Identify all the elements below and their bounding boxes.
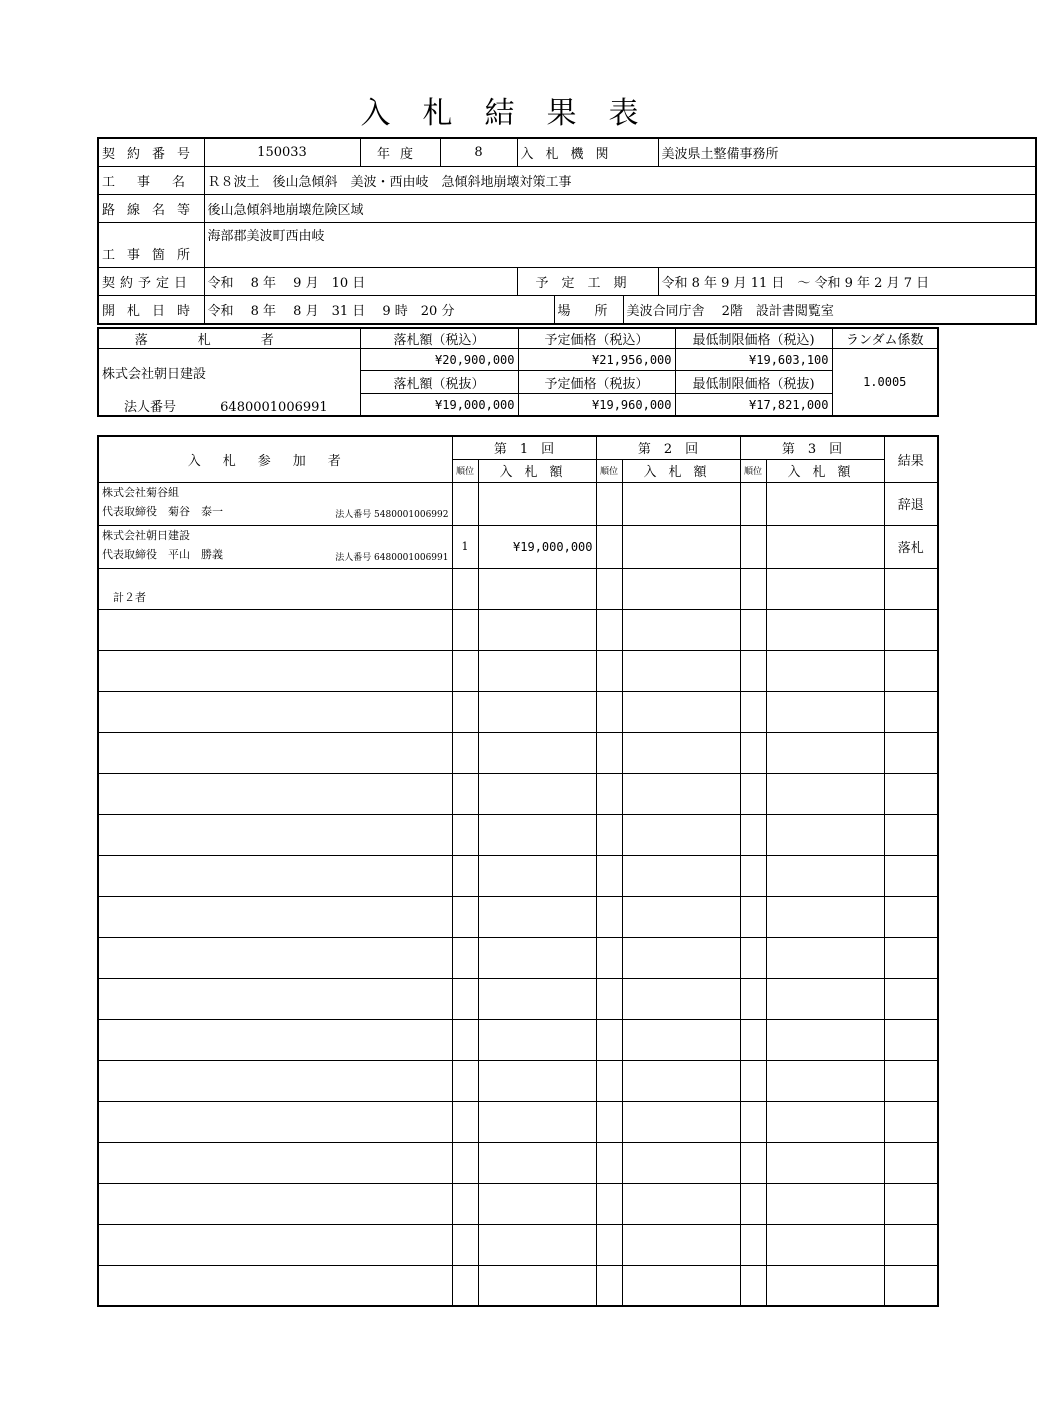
empty-cell (452, 814, 478, 855)
empty-cell (478, 691, 596, 732)
amount-label: 入札額 (478, 459, 596, 482)
empty-cell (740, 1142, 766, 1183)
bidder-rep-line (102, 545, 449, 568)
empty-cell (766, 650, 884, 691)
empty-cell (622, 732, 740, 773)
amount-cell (622, 482, 740, 525)
empty-cell (478, 978, 596, 1019)
result-cell: 辞退 (884, 482, 938, 525)
bids-table (97, 435, 939, 1307)
empty-cell (766, 937, 884, 978)
empty-cell (478, 1142, 596, 1183)
bidder-rep: 代表取締役 平山 勝義 (102, 547, 223, 561)
empty-cell (452, 1060, 478, 1101)
empty-cell (478, 773, 596, 814)
round3-label: 第 3 回 (740, 436, 884, 459)
empty-cell (766, 1101, 884, 1142)
rank-cell (740, 525, 766, 568)
bidder-corp: 法人番号 6480001006991 (335, 552, 449, 563)
empty-cell (452, 855, 478, 896)
empty-cell (98, 937, 452, 978)
empty-cell (884, 1265, 938, 1306)
rank-cell (596, 568, 622, 609)
empty-cell (884, 978, 938, 1019)
amount-cell (622, 568, 740, 609)
empty-cell (98, 1183, 452, 1224)
empty-cell (452, 609, 478, 650)
empty-cell (622, 1060, 740, 1101)
empty-row (98, 896, 938, 937)
empty-row (98, 978, 938, 1019)
random-value: 1.0005 (832, 349, 938, 417)
empty-cell (740, 896, 766, 937)
year-value: 8 (440, 138, 517, 167)
empty-cell (622, 1019, 740, 1060)
empty-cell (596, 650, 622, 691)
empty-cell (478, 855, 596, 896)
empty-cell (884, 609, 938, 650)
empty-cell (884, 732, 938, 773)
agency-value: 美波県土整備事務所 (658, 138, 1036, 167)
table-row (98, 525, 938, 568)
bid-incl: ¥20,900,000 (360, 349, 518, 371)
empty-cell (622, 937, 740, 978)
empty-cell (766, 1224, 884, 1265)
place-label: 場所 (554, 296, 623, 325)
empty-cell (622, 855, 740, 896)
empty-cell (452, 691, 478, 732)
amount-label: 入札額 (622, 459, 740, 482)
table-row (98, 482, 938, 525)
corp-no: 6480001006991 (220, 400, 328, 415)
empty-cell (596, 732, 622, 773)
title-char: 札 (422, 96, 453, 131)
empty-cell (740, 609, 766, 650)
empty-cell (98, 650, 452, 691)
empty-cell (596, 1224, 622, 1265)
empty-row (98, 609, 938, 650)
opening-value: 令和 8 年 8 月 31 日 9 時 20 分 (204, 296, 554, 325)
empty-cell (766, 773, 884, 814)
rank-label: 順位 (596, 459, 622, 482)
title-char: 結 (484, 96, 515, 131)
min-excl-label: 最低制限価格（税抜) (675, 371, 832, 394)
route-value: 後山急傾斜地崩壊危険区域 (204, 195, 1036, 223)
empty-cell (452, 1101, 478, 1142)
winner-corp (102, 396, 357, 415)
round1-label: 第 1 回 (452, 436, 596, 459)
empty-cell (740, 1019, 766, 1060)
empty-cell (452, 896, 478, 937)
empty-cell (740, 691, 766, 732)
empty-cell (478, 937, 596, 978)
result-cell (884, 568, 938, 609)
empty-cell (596, 1265, 622, 1306)
rank-cell (596, 525, 622, 568)
empty-row (98, 1224, 938, 1265)
empty-cell (98, 732, 452, 773)
winner-label: 落札者 (98, 328, 360, 349)
planned-excl: ¥19,960,000 (518, 394, 675, 416)
empty-cell (740, 1265, 766, 1306)
empty-row (98, 773, 938, 814)
contract-no-label (98, 138, 204, 167)
empty-cell (98, 1224, 452, 1265)
empty-cell (884, 1224, 938, 1265)
min-incl: ¥19,603,100 (675, 349, 832, 371)
empty-cell (622, 1265, 740, 1306)
empty-cell (884, 650, 938, 691)
bidder-company: 株式会社朝日建設 (102, 528, 190, 542)
winner-cell (98, 349, 360, 417)
empty-cell (478, 1265, 596, 1306)
empty-cell (98, 1101, 452, 1142)
empty-cell (884, 855, 938, 896)
random-label: ランダム係数 (832, 328, 938, 349)
total-count: 計２者 (98, 568, 452, 609)
empty-cell (766, 1183, 884, 1224)
empty-cell (766, 691, 884, 732)
empty-cell (478, 609, 596, 650)
empty-cell (98, 1060, 452, 1101)
bidder-corp: 法人番号 5480001006992 (335, 509, 449, 520)
empty-cell (478, 814, 596, 855)
empty-cell (766, 1019, 884, 1060)
empty-cell (478, 896, 596, 937)
amount-cell (478, 482, 596, 525)
empty-cell (596, 937, 622, 978)
empty-cell (452, 1224, 478, 1265)
empty-cell (884, 1142, 938, 1183)
empty-cell (884, 814, 938, 855)
empty-cell (98, 896, 452, 937)
empty-cell (596, 1019, 622, 1060)
empty-cell (766, 1060, 884, 1101)
result-cell: 落札 (884, 525, 938, 568)
empty-cell (596, 814, 622, 855)
year-label: 年度 (360, 138, 440, 167)
empty-cell (452, 1265, 478, 1306)
rank-label: 順位 (452, 459, 478, 482)
empty-cell (478, 1224, 596, 1265)
empty-cell (452, 732, 478, 773)
empty-cell (98, 855, 452, 896)
empty-cell (622, 1224, 740, 1265)
bid-excl-label: 落札額（税抜） (360, 371, 518, 394)
empty-cell (478, 650, 596, 691)
empty-cell (740, 814, 766, 855)
empty-cell (766, 896, 884, 937)
work-name-label: 工事名 (98, 167, 204, 195)
empty-cell (740, 1101, 766, 1142)
empty-cell (596, 1183, 622, 1224)
empty-cell (596, 691, 622, 732)
empty-cell (622, 814, 740, 855)
bid-excl: ¥19,000,000 (360, 394, 518, 416)
empty-cell (452, 650, 478, 691)
award-table (97, 327, 939, 417)
empty-cell (622, 978, 740, 1019)
min-incl-label: 最低制限価格（税込) (675, 328, 832, 349)
empty-cell (452, 1142, 478, 1183)
bidder-company: 株式会社菊谷組 (102, 485, 179, 499)
contract-date: 令和 8 年 9 月 10 日 (204, 268, 517, 296)
contract-no: 150033 (204, 138, 360, 167)
empty-cell (452, 937, 478, 978)
empty-cell (766, 609, 884, 650)
empty-cell (596, 609, 622, 650)
empty-row (98, 1183, 938, 1224)
empty-cell (884, 691, 938, 732)
empty-row (98, 855, 938, 896)
empty-cell (98, 1142, 452, 1183)
empty-cell (740, 773, 766, 814)
empty-cell (740, 732, 766, 773)
empty-cell (452, 773, 478, 814)
min-excl: ¥17,821,000 (675, 394, 832, 416)
rank-cell (452, 482, 478, 525)
empty-cell (596, 855, 622, 896)
rank-label: 順位 (740, 459, 766, 482)
empty-cell (596, 978, 622, 1019)
rank-cell (740, 568, 766, 609)
empty-cell (766, 814, 884, 855)
opening-label: 開札日時 (98, 296, 204, 325)
empty-cell (596, 1060, 622, 1101)
empty-cell (884, 1183, 938, 1224)
empty-cell (740, 1224, 766, 1265)
empty-row (98, 650, 938, 691)
amount-cell (622, 525, 740, 568)
empty-row (98, 691, 938, 732)
label-text: 契約番号 (102, 147, 203, 162)
planned-incl: ¥21,956,000 (518, 349, 675, 371)
empty-cell (740, 650, 766, 691)
empty-cell (452, 1183, 478, 1224)
empty-cell (740, 937, 766, 978)
rank-cell (740, 482, 766, 525)
title-char: 果 (546, 96, 577, 131)
empty-cell (596, 1101, 622, 1142)
rank-cell (452, 568, 478, 609)
empty-cell (622, 609, 740, 650)
empty-cell (884, 937, 938, 978)
place-value: 美波合同庁舎 2階 設計書閲覧室 (623, 296, 1036, 325)
contract-date-label: 契約予定日 (98, 268, 204, 296)
bidder-rep: 代表取締役 菊谷 泰一 (102, 504, 223, 518)
winner-name: 株式会社朝日建設 (102, 367, 207, 382)
planned-incl-label: 予定価格（税込） (518, 328, 675, 349)
empty-cell (740, 1183, 766, 1224)
empty-cell (740, 978, 766, 1019)
empty-cell (98, 1019, 452, 1060)
bidder-rep-line (102, 502, 449, 525)
participants-label: 入札参加者 (98, 436, 452, 482)
empty-row (98, 937, 938, 978)
round2-label: 第 2 回 (596, 436, 740, 459)
location-label: 工事箇所 (98, 223, 204, 268)
empty-cell (98, 773, 452, 814)
bid-incl-label: 落札額（税込） (360, 328, 518, 349)
empty-cell (766, 1265, 884, 1306)
empty-row (98, 1060, 938, 1101)
empty-cell (884, 896, 938, 937)
agency-label: 入札機関 (517, 138, 658, 167)
empty-cell (98, 609, 452, 650)
empty-row (98, 732, 938, 773)
empty-row (98, 1101, 938, 1142)
empty-row (98, 814, 938, 855)
rank-cell: 1 (452, 525, 478, 568)
empty-cell (766, 732, 884, 773)
period-value: 令和 8 年 9 月 11 日 ～ 令和 9 年 2 月 7 日 (658, 268, 1036, 296)
empty-cell (766, 978, 884, 1019)
empty-cell (622, 1101, 740, 1142)
empty-cell (622, 896, 740, 937)
empty-cell (98, 814, 452, 855)
empty-cell (452, 978, 478, 1019)
empty-row (98, 1019, 938, 1060)
result-label: 結果 (884, 436, 938, 482)
empty-cell (884, 1019, 938, 1060)
empty-cell (98, 978, 452, 1019)
route-label: 路線名等 (98, 195, 204, 223)
empty-cell (766, 1142, 884, 1183)
empty-cell (766, 855, 884, 896)
empty-cell (478, 1019, 596, 1060)
empty-cell (622, 691, 740, 732)
amount-cell: ¥19,000,000 (478, 525, 596, 568)
empty-cell (622, 773, 740, 814)
title-char: 入 (360, 96, 391, 131)
empty-cell (596, 773, 622, 814)
empty-cell (740, 1060, 766, 1101)
amount-cell (766, 568, 884, 609)
empty-cell (98, 691, 452, 732)
empty-cell (478, 1183, 596, 1224)
table-row (98, 568, 938, 609)
empty-cell (478, 1060, 596, 1101)
rank-cell (596, 482, 622, 525)
amount-cell (766, 525, 884, 568)
empty-row (98, 1142, 938, 1183)
title-char: 表 (608, 96, 639, 131)
corp-no-label: 法人番号 (124, 400, 177, 415)
empty-cell (596, 1142, 622, 1183)
bidder-cell (98, 482, 452, 525)
empty-cell (884, 1101, 938, 1142)
amount-label: 入札額 (766, 459, 884, 482)
amount-cell (478, 568, 596, 609)
work-name: Ｒ８波土 後山急傾斜 美波・西由岐 急傾斜地崩壊対策工事 (204, 167, 1036, 195)
empty-cell (622, 1142, 740, 1183)
empty-cell (596, 896, 622, 937)
planned-excl-label: 予定価格（税抜） (518, 371, 675, 394)
amount-cell (766, 482, 884, 525)
empty-cell (98, 1265, 452, 1306)
page-title (0, 88, 999, 132)
empty-cell (622, 1183, 740, 1224)
empty-cell (452, 1019, 478, 1060)
empty-cell (478, 732, 596, 773)
empty-cell (740, 855, 766, 896)
empty-cell (478, 1101, 596, 1142)
empty-cell (622, 650, 740, 691)
empty-cell (884, 773, 938, 814)
empty-cell (884, 1060, 938, 1101)
contract-info-table (97, 137, 1037, 325)
bidder-cell (98, 525, 452, 568)
period-label: 予定工期 (517, 268, 658, 296)
empty-row (98, 1265, 938, 1306)
location-value: 海部郡美波町西由岐 (204, 223, 1036, 268)
